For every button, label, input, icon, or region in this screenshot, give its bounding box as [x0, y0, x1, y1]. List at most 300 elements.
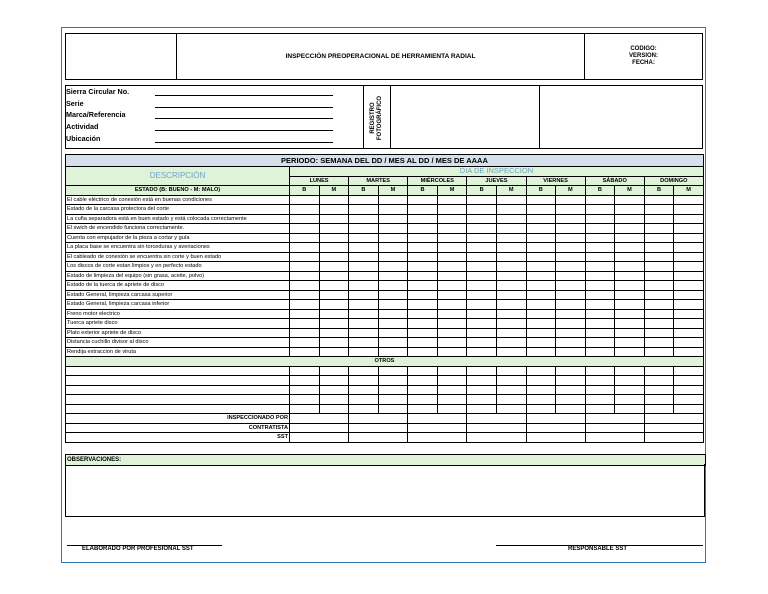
check-cell[interactable]: [496, 290, 526, 300]
check-cell[interactable]: [319, 328, 349, 338]
check-cell[interactable]: [526, 243, 556, 253]
check-cell[interactable]: [556, 385, 586, 395]
check-cell[interactable]: [408, 385, 438, 395]
check-cell[interactable]: [290, 271, 320, 281]
check-cell[interactable]: [644, 309, 674, 319]
check-cell[interactable]: [585, 214, 615, 224]
check-cell[interactable]: [349, 262, 379, 272]
check-cell[interactable]: [496, 262, 526, 272]
check-cell[interactable]: [556, 404, 586, 414]
check-cell[interactable]: [496, 376, 526, 386]
check-cell[interactable]: [644, 252, 674, 262]
check-cell[interactable]: [319, 319, 349, 329]
signature-cell[interactable]: [349, 433, 408, 443]
check-cell[interactable]: [526, 205, 556, 215]
check-cell[interactable]: [615, 262, 645, 272]
signature-cell[interactable]: [408, 423, 467, 433]
check-cell[interactable]: [349, 309, 379, 319]
check-cell[interactable]: [526, 366, 556, 376]
check-cell[interactable]: [585, 205, 615, 215]
check-cell[interactable]: [585, 243, 615, 253]
check-cell[interactable]: [496, 214, 526, 224]
check-cell[interactable]: [556, 347, 586, 357]
signature-cell[interactable]: [290, 433, 349, 443]
check-cell[interactable]: [644, 243, 674, 253]
check-cell[interactable]: [644, 195, 674, 205]
check-cell[interactable]: [467, 338, 497, 348]
check-cell[interactable]: [556, 338, 586, 348]
check-cell[interactable]: [349, 347, 379, 357]
check-cell[interactable]: [496, 404, 526, 414]
check-cell[interactable]: [437, 271, 467, 281]
check-cell[interactable]: [526, 214, 556, 224]
otros-description-cell[interactable]: [66, 395, 290, 405]
check-cell[interactable]: [437, 404, 467, 414]
check-cell[interactable]: [408, 271, 438, 281]
check-cell[interactable]: [319, 309, 349, 319]
check-cell[interactable]: [674, 195, 704, 205]
otros-description-cell[interactable]: [66, 404, 290, 414]
check-cell[interactable]: [349, 252, 379, 262]
check-cell[interactable]: [556, 366, 586, 376]
check-cell[interactable]: [349, 366, 379, 376]
check-cell[interactable]: [585, 281, 615, 291]
otros-description-cell[interactable]: [66, 366, 290, 376]
check-cell[interactable]: [378, 385, 408, 395]
check-cell[interactable]: [378, 309, 408, 319]
check-cell[interactable]: [556, 243, 586, 253]
check-cell[interactable]: [319, 271, 349, 281]
signature-cell[interactable]: [526, 423, 585, 433]
check-cell[interactable]: [467, 233, 497, 243]
check-cell[interactable]: [408, 309, 438, 319]
check-cell[interactable]: [467, 290, 497, 300]
check-cell[interactable]: [437, 224, 467, 234]
check-cell[interactable]: [644, 262, 674, 272]
check-cell[interactable]: [437, 319, 467, 329]
signature-cell[interactable]: [644, 423, 703, 433]
check-cell[interactable]: [290, 214, 320, 224]
check-cell[interactable]: [290, 281, 320, 291]
check-cell[interactable]: [467, 281, 497, 291]
check-cell[interactable]: [585, 300, 615, 310]
check-cell[interactable]: [319, 366, 349, 376]
check-cell[interactable]: [349, 233, 379, 243]
check-cell[interactable]: [585, 338, 615, 348]
check-cell[interactable]: [674, 376, 704, 386]
check-cell[interactable]: [437, 195, 467, 205]
info-input-line[interactable]: [155, 95, 333, 96]
check-cell[interactable]: [408, 376, 438, 386]
check-cell[interactable]: [437, 395, 467, 405]
check-cell[interactable]: [585, 309, 615, 319]
check-cell[interactable]: [437, 290, 467, 300]
check-cell[interactable]: [437, 347, 467, 357]
check-cell[interactable]: [408, 328, 438, 338]
check-cell[interactable]: [556, 262, 586, 272]
check-cell[interactable]: [290, 347, 320, 357]
check-cell[interactable]: [319, 376, 349, 386]
check-cell[interactable]: [349, 243, 379, 253]
check-cell[interactable]: [467, 385, 497, 395]
check-cell[interactable]: [674, 366, 704, 376]
check-cell[interactable]: [585, 347, 615, 357]
check-cell[interactable]: [615, 252, 645, 262]
signature-cell[interactable]: [585, 433, 644, 443]
signature-cell[interactable]: [349, 414, 408, 424]
check-cell[interactable]: [674, 262, 704, 272]
check-cell[interactable]: [674, 300, 704, 310]
check-cell[interactable]: [526, 347, 556, 357]
check-cell[interactable]: [556, 224, 586, 234]
check-cell[interactable]: [556, 205, 586, 215]
check-cell[interactable]: [349, 300, 379, 310]
check-cell[interactable]: [378, 404, 408, 414]
check-cell[interactable]: [496, 328, 526, 338]
check-cell[interactable]: [644, 395, 674, 405]
check-cell[interactable]: [674, 281, 704, 291]
check-cell[interactable]: [290, 404, 320, 414]
check-cell[interactable]: [496, 366, 526, 376]
check-cell[interactable]: [674, 214, 704, 224]
check-cell[interactable]: [290, 233, 320, 243]
check-cell[interactable]: [615, 290, 645, 300]
check-cell[interactable]: [319, 214, 349, 224]
check-cell[interactable]: [349, 205, 379, 215]
check-cell[interactable]: [408, 395, 438, 405]
check-cell[interactable]: [408, 233, 438, 243]
check-cell[interactable]: [615, 243, 645, 253]
check-cell[interactable]: [496, 395, 526, 405]
check-cell[interactable]: [615, 404, 645, 414]
check-cell[interactable]: [378, 338, 408, 348]
check-cell[interactable]: [556, 252, 586, 262]
check-cell[interactable]: [437, 262, 467, 272]
check-cell[interactable]: [556, 376, 586, 386]
check-cell[interactable]: [585, 395, 615, 405]
check-cell[interactable]: [674, 224, 704, 234]
check-cell[interactable]: [615, 300, 645, 310]
check-cell[interactable]: [408, 214, 438, 224]
check-cell[interactable]: [349, 328, 379, 338]
check-cell[interactable]: [496, 233, 526, 243]
signature-cell[interactable]: [408, 433, 467, 443]
check-cell[interactable]: [467, 243, 497, 253]
check-cell[interactable]: [378, 290, 408, 300]
check-cell[interactable]: [349, 271, 379, 281]
signature-cell[interactable]: [644, 414, 703, 424]
check-cell[interactable]: [319, 195, 349, 205]
check-cell[interactable]: [526, 224, 556, 234]
check-cell[interactable]: [496, 271, 526, 281]
check-cell[interactable]: [556, 233, 586, 243]
check-cell[interactable]: [437, 309, 467, 319]
observaciones-field[interactable]: [65, 464, 705, 517]
signature-cell[interactable]: [290, 423, 349, 433]
check-cell[interactable]: [290, 252, 320, 262]
check-cell[interactable]: [319, 281, 349, 291]
check-cell[interactable]: [349, 290, 379, 300]
info-input-line[interactable]: [155, 142, 333, 143]
check-cell[interactable]: [585, 319, 615, 329]
check-cell[interactable]: [585, 271, 615, 281]
signature-cell[interactable]: [349, 423, 408, 433]
check-cell[interactable]: [615, 214, 645, 224]
check-cell[interactable]: [290, 290, 320, 300]
check-cell[interactable]: [526, 328, 556, 338]
check-cell[interactable]: [408, 366, 438, 376]
check-cell[interactable]: [556, 195, 586, 205]
check-cell[interactable]: [437, 300, 467, 310]
check-cell[interactable]: [496, 243, 526, 253]
check-cell[interactable]: [319, 252, 349, 262]
check-cell[interactable]: [644, 366, 674, 376]
check-cell[interactable]: [674, 271, 704, 281]
check-cell[interactable]: [378, 195, 408, 205]
check-cell[interactable]: [496, 319, 526, 329]
check-cell[interactable]: [526, 300, 556, 310]
check-cell[interactable]: [556, 214, 586, 224]
check-cell[interactable]: [408, 338, 438, 348]
check-cell[interactable]: [378, 243, 408, 253]
check-cell[interactable]: [319, 395, 349, 405]
check-cell[interactable]: [674, 205, 704, 215]
check-cell[interactable]: [674, 385, 704, 395]
check-cell[interactable]: [408, 243, 438, 253]
check-cell[interactable]: [615, 309, 645, 319]
check-cell[interactable]: [526, 252, 556, 262]
check-cell[interactable]: [378, 271, 408, 281]
check-cell[interactable]: [290, 224, 320, 234]
check-cell[interactable]: [378, 366, 408, 376]
check-cell[interactable]: [585, 195, 615, 205]
check-cell[interactable]: [408, 319, 438, 329]
check-cell[interactable]: [526, 338, 556, 348]
check-cell[interactable]: [467, 195, 497, 205]
check-cell[interactable]: [290, 262, 320, 272]
check-cell[interactable]: [496, 338, 526, 348]
check-cell[interactable]: [674, 347, 704, 357]
check-cell[interactable]: [408, 290, 438, 300]
check-cell[interactable]: [644, 300, 674, 310]
check-cell[interactable]: [467, 395, 497, 405]
check-cell[interactable]: [319, 290, 349, 300]
check-cell[interactable]: [615, 395, 645, 405]
check-cell[interactable]: [644, 214, 674, 224]
check-cell[interactable]: [319, 300, 349, 310]
check-cell[interactable]: [615, 347, 645, 357]
check-cell[interactable]: [556, 395, 586, 405]
check-cell[interactable]: [615, 366, 645, 376]
check-cell[interactable]: [378, 395, 408, 405]
check-cell[interactable]: [378, 281, 408, 291]
check-cell[interactable]: [496, 252, 526, 262]
check-cell[interactable]: [526, 290, 556, 300]
check-cell[interactable]: [437, 376, 467, 386]
check-cell[interactable]: [644, 205, 674, 215]
check-cell[interactable]: [408, 195, 438, 205]
check-cell[interactable]: [319, 262, 349, 272]
check-cell[interactable]: [437, 214, 467, 224]
check-cell[interactable]: [556, 328, 586, 338]
signature-cell[interactable]: [585, 414, 644, 424]
check-cell[interactable]: [467, 214, 497, 224]
check-cell[interactable]: [437, 338, 467, 348]
signature-cell[interactable]: [526, 433, 585, 443]
check-cell[interactable]: [556, 309, 586, 319]
check-cell[interactable]: [378, 328, 408, 338]
check-cell[interactable]: [585, 252, 615, 262]
check-cell[interactable]: [378, 300, 408, 310]
signature-cell[interactable]: [290, 414, 349, 424]
check-cell[interactable]: [437, 252, 467, 262]
check-cell[interactable]: [290, 319, 320, 329]
info-input-line[interactable]: [155, 107, 333, 108]
check-cell[interactable]: [674, 233, 704, 243]
check-cell[interactable]: [378, 233, 408, 243]
check-cell[interactable]: [408, 347, 438, 357]
check-cell[interactable]: [556, 271, 586, 281]
check-cell[interactable]: [408, 300, 438, 310]
check-cell[interactable]: [585, 262, 615, 272]
check-cell[interactable]: [674, 243, 704, 253]
check-cell[interactable]: [644, 233, 674, 243]
check-cell[interactable]: [319, 243, 349, 253]
check-cell[interactable]: [496, 195, 526, 205]
check-cell[interactable]: [349, 338, 379, 348]
check-cell[interactable]: [585, 290, 615, 300]
check-cell[interactable]: [319, 347, 349, 357]
check-cell[interactable]: [496, 385, 526, 395]
check-cell[interactable]: [526, 309, 556, 319]
signature-cell[interactable]: [644, 433, 703, 443]
check-cell[interactable]: [526, 376, 556, 386]
check-cell[interactable]: [319, 205, 349, 215]
check-cell[interactable]: [674, 290, 704, 300]
check-cell[interactable]: [349, 281, 379, 291]
check-cell[interactable]: [467, 309, 497, 319]
check-cell[interactable]: [408, 404, 438, 414]
check-cell[interactable]: [526, 281, 556, 291]
check-cell[interactable]: [615, 195, 645, 205]
check-cell[interactable]: [437, 328, 467, 338]
check-cell[interactable]: [644, 385, 674, 395]
check-cell[interactable]: [437, 243, 467, 253]
check-cell[interactable]: [290, 385, 320, 395]
check-cell[interactable]: [644, 281, 674, 291]
check-cell[interactable]: [615, 281, 645, 291]
check-cell[interactable]: [585, 233, 615, 243]
check-cell[interactable]: [615, 385, 645, 395]
check-cell[interactable]: [290, 328, 320, 338]
check-cell[interactable]: [526, 195, 556, 205]
check-cell[interactable]: [585, 404, 615, 414]
check-cell[interactable]: [674, 252, 704, 262]
otros-description-cell[interactable]: [66, 376, 290, 386]
check-cell[interactable]: [437, 385, 467, 395]
check-cell[interactable]: [319, 404, 349, 414]
check-cell[interactable]: [378, 224, 408, 234]
check-cell[interactable]: [467, 262, 497, 272]
check-cell[interactable]: [408, 205, 438, 215]
check-cell[interactable]: [674, 395, 704, 405]
check-cell[interactable]: [319, 224, 349, 234]
check-cell[interactable]: [467, 300, 497, 310]
check-cell[interactable]: [526, 262, 556, 272]
check-cell[interactable]: [526, 404, 556, 414]
check-cell[interactable]: [378, 376, 408, 386]
check-cell[interactable]: [467, 252, 497, 262]
check-cell[interactable]: [319, 338, 349, 348]
check-cell[interactable]: [615, 328, 645, 338]
check-cell[interactable]: [644, 376, 674, 386]
check-cell[interactable]: [290, 395, 320, 405]
check-cell[interactable]: [437, 205, 467, 215]
check-cell[interactable]: [378, 319, 408, 329]
check-cell[interactable]: [378, 347, 408, 357]
check-cell[interactable]: [496, 281, 526, 291]
check-cell[interactable]: [615, 233, 645, 243]
check-cell[interactable]: [349, 214, 379, 224]
check-cell[interactable]: [615, 224, 645, 234]
check-cell[interactable]: [467, 319, 497, 329]
check-cell[interactable]: [615, 319, 645, 329]
check-cell[interactable]: [290, 205, 320, 215]
check-cell[interactable]: [585, 366, 615, 376]
check-cell[interactable]: [526, 233, 556, 243]
check-cell[interactable]: [644, 224, 674, 234]
signature-cell[interactable]: [408, 414, 467, 424]
otros-description-cell[interactable]: [66, 385, 290, 395]
signature-cell[interactable]: [585, 423, 644, 433]
check-cell[interactable]: [556, 281, 586, 291]
check-cell[interactable]: [526, 395, 556, 405]
check-cell[interactable]: [615, 271, 645, 281]
check-cell[interactable]: [290, 243, 320, 253]
check-cell[interactable]: [408, 262, 438, 272]
check-cell[interactable]: [378, 252, 408, 262]
check-cell[interactable]: [585, 328, 615, 338]
check-cell[interactable]: [349, 395, 379, 405]
check-cell[interactable]: [467, 328, 497, 338]
check-cell[interactable]: [644, 338, 674, 348]
check-cell[interactable]: [496, 300, 526, 310]
check-cell[interactable]: [467, 366, 497, 376]
check-cell[interactable]: [467, 347, 497, 357]
info-input-line[interactable]: [155, 130, 333, 131]
check-cell[interactable]: [467, 271, 497, 281]
check-cell[interactable]: [290, 300, 320, 310]
check-cell[interactable]: [378, 214, 408, 224]
check-cell[interactable]: [290, 376, 320, 386]
check-cell[interactable]: [378, 205, 408, 215]
check-cell[interactable]: [615, 205, 645, 215]
check-cell[interactable]: [585, 385, 615, 395]
check-cell[interactable]: [644, 328, 674, 338]
check-cell[interactable]: [408, 281, 438, 291]
check-cell[interactable]: [496, 205, 526, 215]
check-cell[interactable]: [556, 319, 586, 329]
check-cell[interactable]: [319, 233, 349, 243]
check-cell[interactable]: [556, 300, 586, 310]
check-cell[interactable]: [437, 366, 467, 376]
check-cell[interactable]: [437, 281, 467, 291]
check-cell[interactable]: [496, 309, 526, 319]
check-cell[interactable]: [674, 319, 704, 329]
signature-cell[interactable]: [467, 433, 526, 443]
check-cell[interactable]: [674, 328, 704, 338]
check-cell[interactable]: [496, 347, 526, 357]
